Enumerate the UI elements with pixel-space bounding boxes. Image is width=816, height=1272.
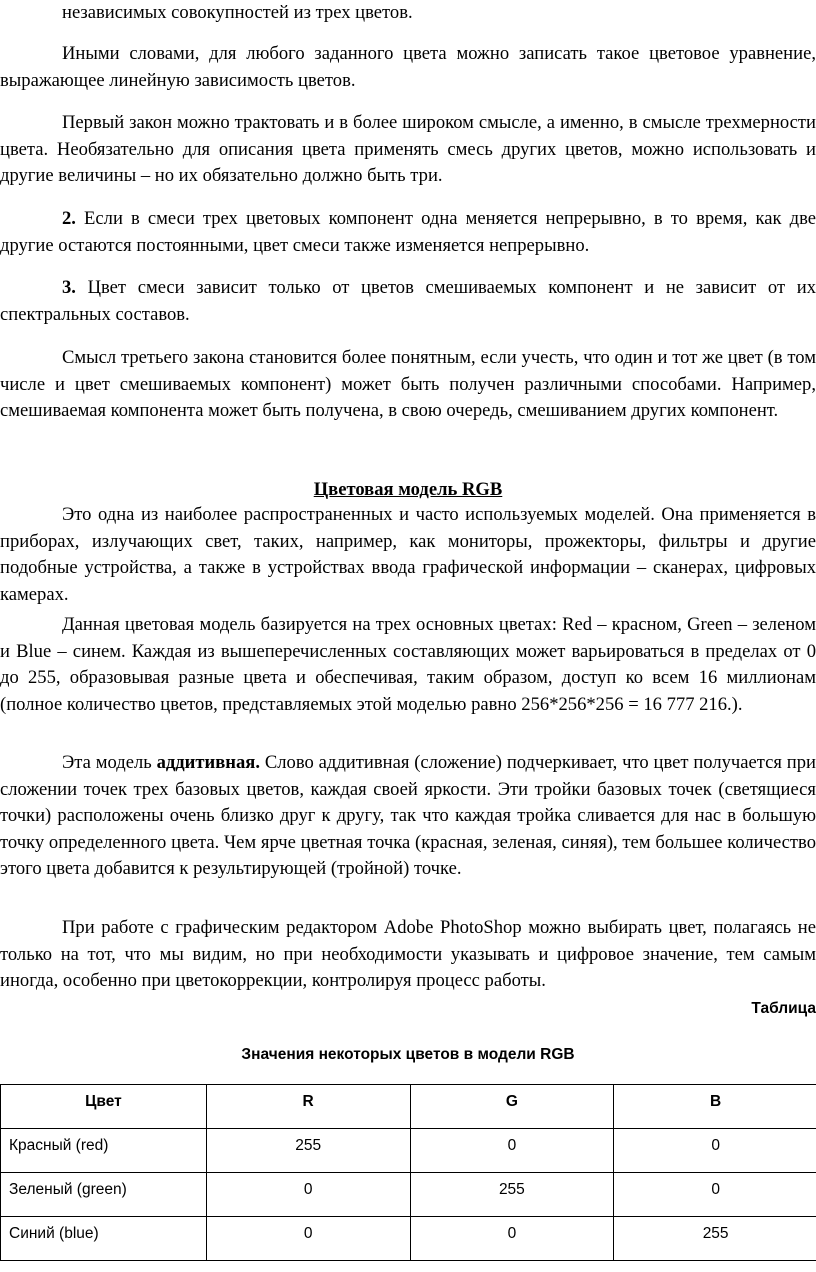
header-cell: R: [206, 1085, 410, 1129]
table-cell: Синий (blue): [1, 1217, 207, 1261]
rgb-table: [0, 1084, 816, 1261]
table-row: [1, 1129, 816, 1173]
table-title: Значения некоторых цветов в модели RGB: [241, 1046, 575, 1063]
paragraph: Это одна из наиболее распространенных и часто используемых моделей. Она применяется в приборах, излучающих свет, таких, например, как мониторы, прожекторы, фильтры и другие подобные устройства, а также в устройствах ввода графической информации – сканерах, цифровых камерах.: [0, 504, 816, 605]
table-cell: 0: [206, 1217, 410, 1261]
text-run: Эта модель: [62, 752, 157, 773]
table-caption: Таблица: [751, 1000, 816, 1017]
table-cell: 0: [206, 1173, 410, 1217]
additive-paragraph: [0, 750, 816, 883]
header-cell: G: [410, 1085, 614, 1129]
table-cell: Красный (red): [1, 1129, 207, 1173]
paragraph: При работе с графическим редактором Adobe PhotoShop можно выбирать цвет, полагаясь не только на тот, что мы видим, но при необходимости указывать и цифровое значение, тем самым иногда, особенно при цветокоррекции, контролируя процесс работы.: [0, 917, 816, 992]
paragraph: независимых совокупностей из трех цветов.: [62, 2, 413, 23]
law-number: 3.: [62, 277, 76, 298]
table-row: [1, 1173, 816, 1217]
law-3-paragraph: [0, 275, 816, 328]
law-text: Цвет смеси зависит только от цветов смешиваемых компонент и не зависит от их спектральных составов.: [0, 277, 816, 325]
paragraph: Смысл третьего закона становится более понятным, если учесть, что один и тот же цвет (в том числе и цвет смешиваемых компонент) может быть получен различными способами. Например, смешиваемая компонента может быть получена, в свою очередь, смешиванием других компонент.: [0, 347, 816, 422]
table-cell: 255: [206, 1129, 410, 1173]
paragraph: Первый закон можно трактовать и в более широком смысле, а именно, в смысле трехмерности цвета. Необязательно для описания цвета применять смесь других цветов, можно использовать и другие величины – но их обязательно должно быть три.: [0, 112, 816, 187]
table-header-row: [1, 1085, 816, 1129]
header-cell: B: [614, 1085, 816, 1129]
bold-term: аддитивная.: [156, 752, 261, 773]
header-cell: Цвет: [1, 1085, 207, 1129]
law-number: 2.: [62, 208, 76, 229]
table-cell: 0: [614, 1129, 816, 1173]
table-row: [1, 1217, 816, 1261]
table-cell: 0: [410, 1217, 614, 1261]
paragraph: Иными словами, для любого заданного цвета можно записать такое цветовое уравнение, выражающее линейную зависимость цветов.: [0, 43, 816, 91]
section-heading: Цветовая модель RGB: [313, 479, 503, 500]
text-run: Слово аддитивная (сложение) подчеркивает, что цвет получается при сложении точек трех базовых цветов, каждая своей яркости. Эти тройки базовых точек (светящиеся точки) расположены очень близко друг к другу, так что каждая тройка сливается для нас в большую точку определенного цвета. Чем ярче цветная точка (красная, зеленая, синяя), тем большее количество этого цвета добавится к результирующей (тройной) точке.: [0, 752, 816, 880]
table-cell: 255: [614, 1217, 816, 1261]
paragraph: Данная цветовая модель базируется на трех основных цветах: Red – красном, Green – зеленом и Blue – синем. Каждая из вышеперечисленных составляющих может варьироваться в пределах от 0 до 255, образовывая разные цвета и обеспечивая, таким образом, доступ ко всем 16 миллионам (полное количество цветов, представляемых этой моделью равно 256*256*256 = 16 777 216.).: [0, 614, 816, 715]
table-cell: 0: [614, 1173, 816, 1217]
law-text: Если в смеси трех цветовых компонент одна меняется непрерывно, в то время, как две другие остаются постоянными, цвет смеси также изменяется непрерывно.: [0, 208, 816, 256]
table-cell: 0: [410, 1129, 614, 1173]
table-cell: 255: [410, 1173, 614, 1217]
law-2-paragraph: [0, 206, 816, 259]
table-cell: Зеленый (green): [1, 1173, 207, 1217]
